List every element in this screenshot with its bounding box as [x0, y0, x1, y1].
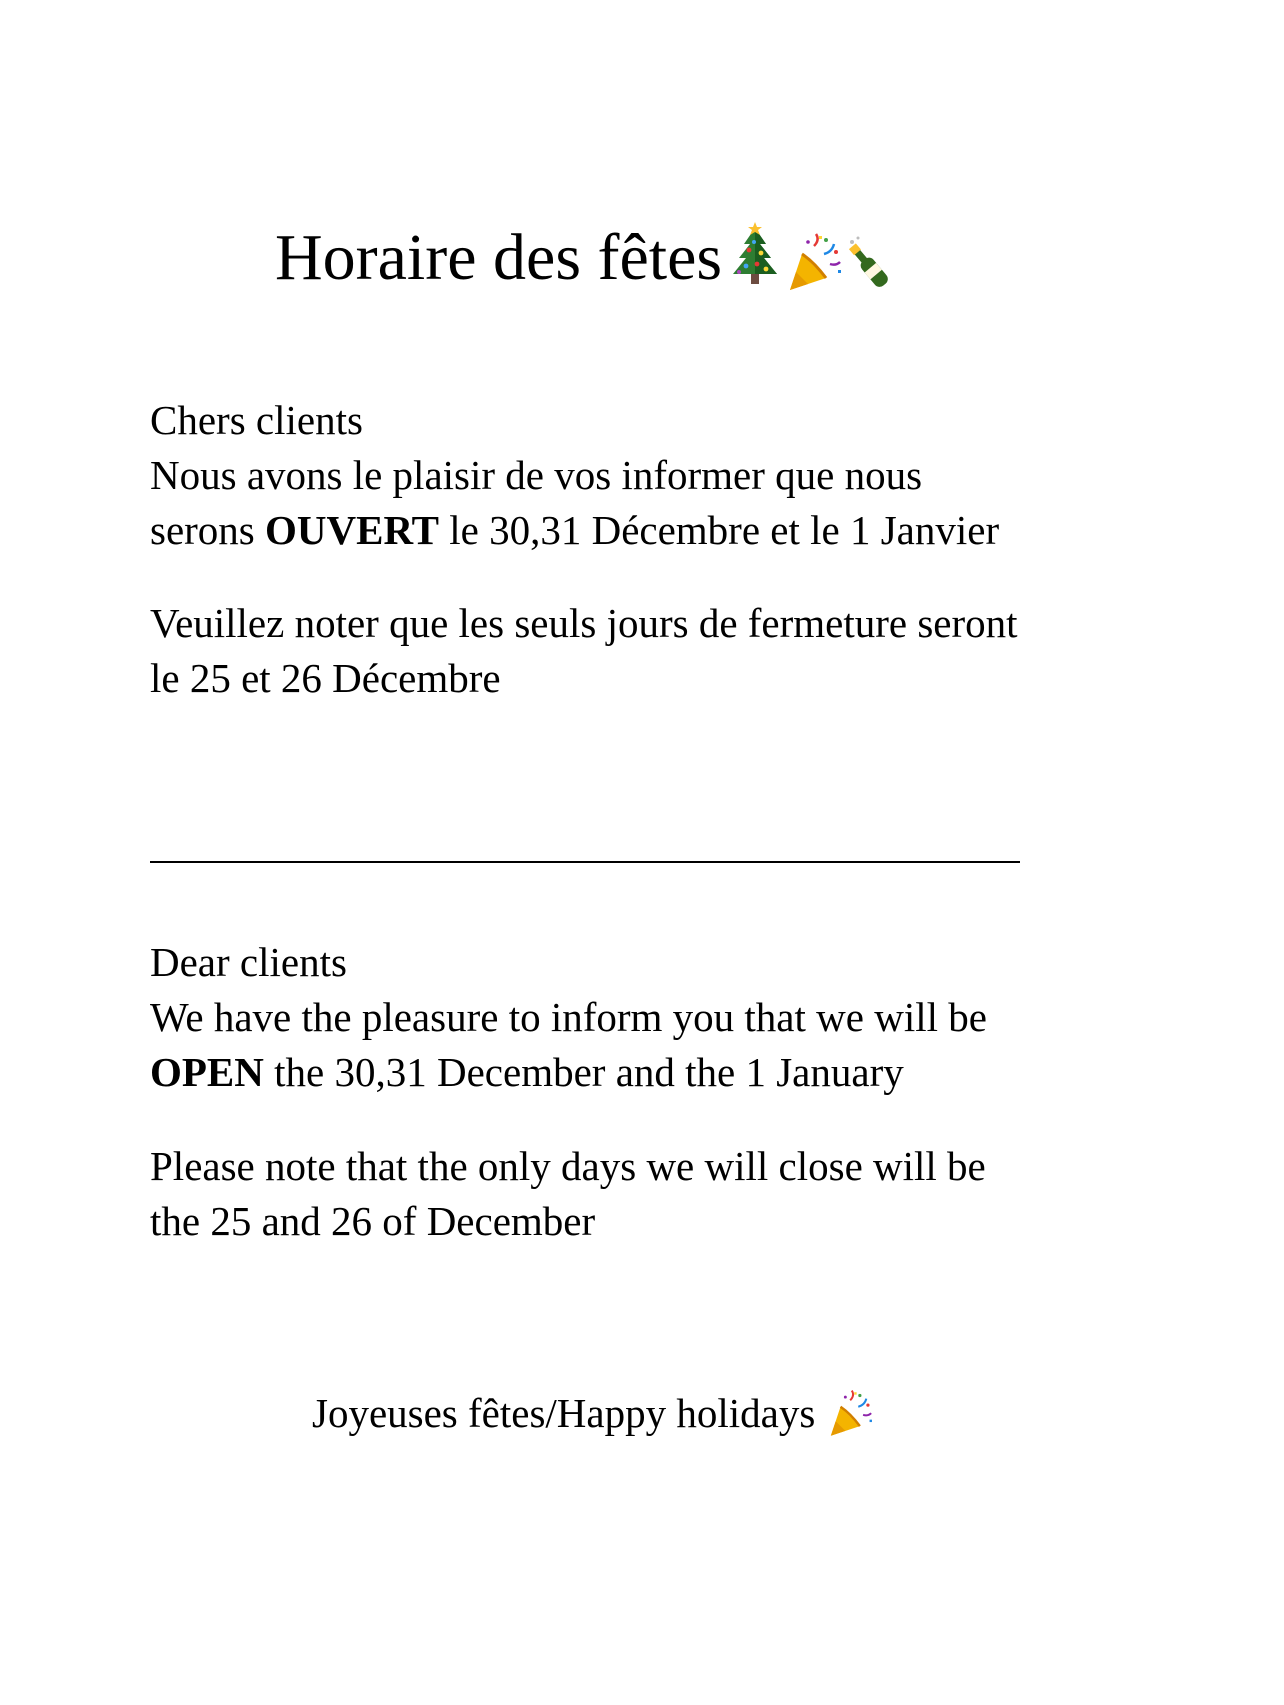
- champagne-bottle-icon: [844, 234, 896, 294]
- french-closing-notice: [150, 596, 1018, 706]
- open-emphasis-fr: OUVERT: [265, 507, 439, 553]
- section-divider: [150, 861, 1020, 863]
- english-closing-line-1: Please note that the only days we will close will be: [150, 1143, 986, 1189]
- english-line-2: [150, 1045, 987, 1100]
- open-emphasis-en: OPEN: [150, 1049, 264, 1095]
- french-closing-line-2: le 25 et 26 Décembre: [150, 655, 501, 701]
- french-line-2: [150, 503, 999, 558]
- english-closing-notice: [150, 1139, 986, 1249]
- title-text: Horaire des fêtes: [275, 221, 723, 294]
- french-greeting-text: Chers clients: [150, 397, 363, 443]
- french-line-1: Nous avons le plaisir de vos informer que nous: [150, 452, 923, 498]
- french-line-2-end: le 30,31 Décembre et le 1 Janvier: [439, 507, 1000, 553]
- french-message: [150, 393, 999, 558]
- english-line-1: We have the pleasure to inform you that we will be: [150, 994, 987, 1040]
- english-closing-line-2: the 25 and 26 of December: [150, 1198, 596, 1244]
- party-popper-icon: [786, 232, 844, 294]
- french-closing-line-1: Veuillez noter que les seuls jours de fermeture seront: [150, 600, 1018, 646]
- page-title: [275, 218, 896, 298]
- french-line-2-start: serons: [150, 507, 266, 553]
- footer-text: Joyeuses fêtes/Happy holidays: [312, 1390, 816, 1436]
- english-line-2-end: the 30,31 December and the 1 January: [263, 1049, 904, 1095]
- party-popper-icon: [827, 1389, 875, 1439]
- english-message: [150, 935, 987, 1100]
- english-greeting-text: Dear clients: [150, 939, 347, 985]
- title-emoji-group: [724, 218, 896, 298]
- christmas-tree-icon: [724, 222, 786, 294]
- footer-emoji: [827, 1389, 875, 1439]
- holiday-greeting-footer: [312, 1386, 875, 1441]
